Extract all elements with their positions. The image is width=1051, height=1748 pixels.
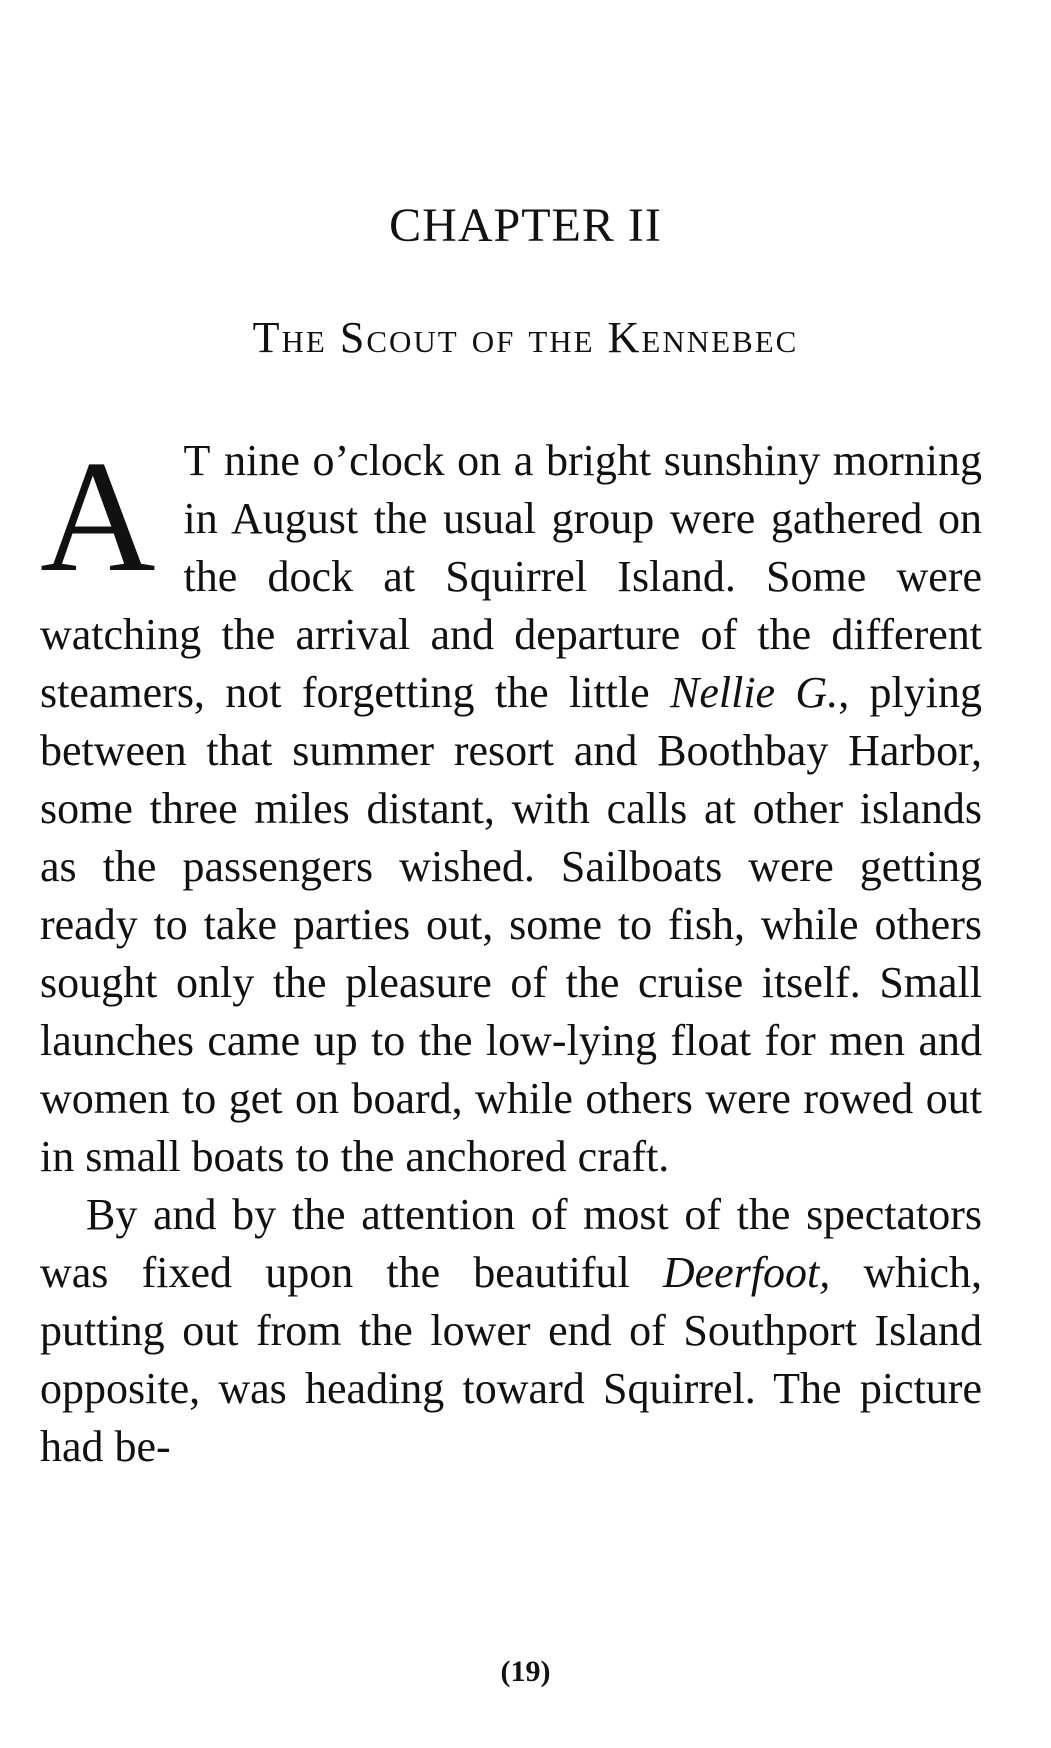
body-text <box>40 427 982 1476</box>
ship-name: Deerfoot, <box>662 1248 831 1297</box>
paragraph <box>40 427 982 1186</box>
drop-cap: A <box>40 427 156 605</box>
paragraph-text: nine o’clock on a bright sunshiny morning in August the usual group were gathered on the dock at Squirrel Island. Some were watching the arrival and departure of the different steamers, not forgetting the little <box>40 436 982 717</box>
ship-name: Nellie G. <box>670 668 839 717</box>
paragraph-text: , plying between that summer resort and Boothbay Harbor, some three miles distant, with calls at other islands as the passengers wished. Sailboats were getting ready to take parties out, some to fish, while others sought only the pleasure of the cruise itself. Small launches came up to the low-lying float for men and women to get on board, while others were rowed out in small boats to the anchored craft. <box>40 668 982 1181</box>
chapter-heading: CHAPTER II <box>389 199 662 252</box>
paragraph-text: which, putting out from the lower end of Southport Island opposite, was heading toward Squirrel. The picture had be- <box>40 1248 982 1471</box>
lead-caps: T <box>183 436 212 485</box>
page-number: (19) <box>500 1655 551 1688</box>
paragraph <box>40 1186 982 1476</box>
paragraph-text: By and by the attention of most of the spectators was fixed upon the beautiful <box>40 1190 982 1297</box>
chapter-subtitle: The Scout of the Kennebec <box>252 313 799 362</box>
